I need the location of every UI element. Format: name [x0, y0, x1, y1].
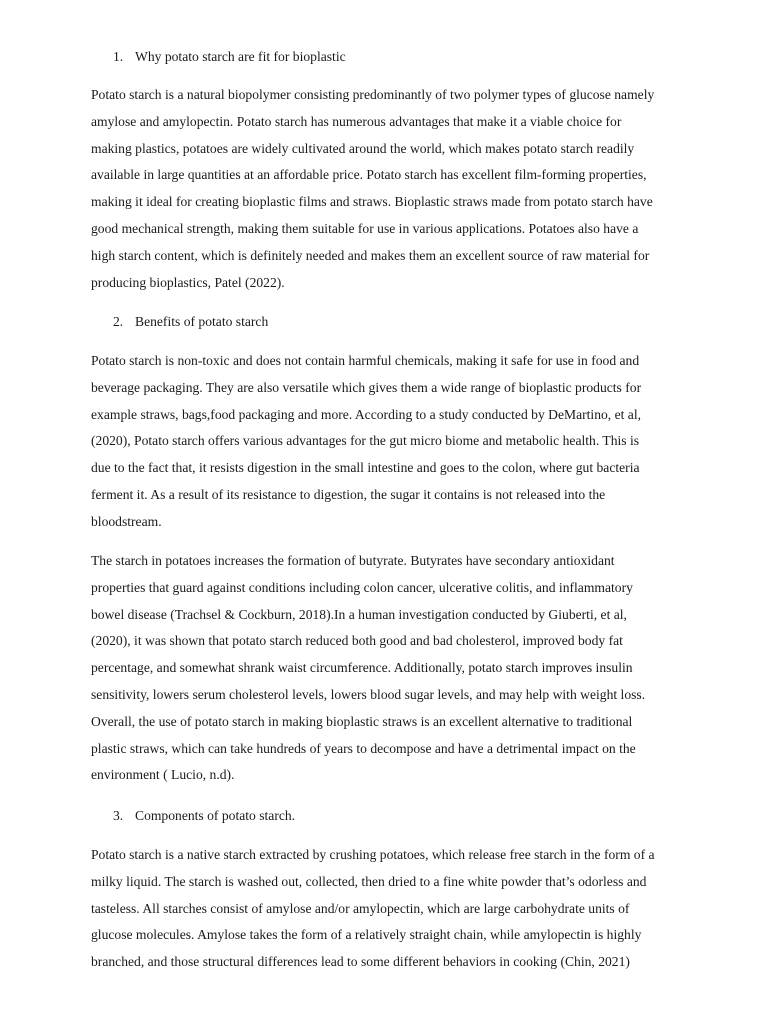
- paragraph-line: percentage, and somewhat shrank waist circumference. Additionally, potato starch improves insulin: [91, 660, 633, 676]
- paragraph-line: good mechanical strength, making them suitable for use in various applications. Potatoes also have a: [91, 220, 639, 236]
- paragraph-line: high starch content, which is definitely needed and makes them an excellent source of raw material for: [91, 247, 650, 263]
- section-2-heading: [113, 313, 268, 331]
- paragraph-line: (2020), Potato starch offers various advantages for the gut micro biome and metabolic health. This is: [91, 433, 640, 449]
- paragraph-line: Potato starch is a native starch extracted by crushing potatoes, which release free starch in the form of a: [91, 847, 655, 862]
- section-2-title: Benefits of potato starch: [135, 314, 269, 329]
- paragraph-line: due to the fact that, it resists digestion in the small intestine and goes to the colon, where gut bacteria: [91, 460, 640, 476]
- paragraph-line: beverage packaging. They are also versatile which gives them a wide range of bioplastic products for: [91, 379, 642, 395]
- section-1-title: Why potato starch are fit for bioplastic: [135, 49, 346, 64]
- paragraph-line: tasteless. All starches consist of amylose and/or amylopectin, which are large carbohydrate units of: [91, 900, 630, 916]
- paragraph-line: Potato starch is non-toxic and does not contain harmful chemicals, making it safe for use in food and: [91, 353, 640, 368]
- paragraph-line: amylose and amylopectin. Potato starch has numerous advantages that make it a viable choice for: [91, 113, 622, 129]
- paragraph-line: ferment it. As a result of its resistance to digestion, the sugar it contains is not released into the: [91, 486, 606, 502]
- section-3-number: 3.: [113, 808, 124, 823]
- paragraph-line: glucose molecules. Amylose takes the form of a relatively straight chain, while amylopectin is highly: [91, 927, 642, 943]
- section-2-number: 2.: [113, 314, 124, 329]
- paragraph-line: producing bioplastics, Patel (2022).: [91, 274, 285, 290]
- section-3-title: Components of potato starch.: [135, 808, 296, 823]
- paragraph-line: Overall, the use of potato starch in making bioplastic straws is an excellent alternative to traditional: [91, 713, 633, 729]
- paragraph-line: milky liquid. The starch is washed out, collected, then dried to a fine white powder that’s odorless and: [91, 873, 647, 889]
- section-2-paragraph-2: [91, 548, 731, 789]
- paragraph-line: Potato starch is a natural biopolymer consisting predominantly of two polymer types of glucose namely: [91, 87, 655, 102]
- paragraph-line: making plastics, potatoes are widely cultivated around the world, which makes potato starch readily: [91, 140, 635, 156]
- section-2-paragraph-1: [91, 348, 731, 536]
- paragraph-line: (2020), it was shown that potato starch reduced both good and bad cholesterol, improved body fat: [91, 633, 623, 649]
- paragraph-line: The starch in potatoes increases the formation of butyrate. Butyrates have secondary antioxidant: [91, 553, 615, 568]
- section-1-paragraph-1: [91, 82, 731, 296]
- paragraph-line: sensitivity, lowers serum cholesterol levels, lowers blood sugar levels, and may help with weight loss.: [91, 686, 646, 702]
- paragraph-line: plastic straws, which can take hundreds of years to decompose and have a detrimental impact on the: [91, 740, 636, 756]
- paragraph-line: example straws, bags,food packaging and more. According to a study conducted by DeMartino, et al,: [91, 406, 642, 422]
- paragraph-line: making it ideal for creating bioplastic films and straws. Bioplastic straws made from potato starch have: [91, 194, 653, 210]
- paragraph-line: properties that guard against conditions including colon cancer, ulcerative colitis, and inflammatory: [91, 579, 633, 595]
- paragraph-line: branched, and those structural differences lead to some different behaviors in cooking (Chin, 2021): [91, 954, 630, 970]
- section-3-heading: [113, 807, 295, 825]
- paragraph-line: bloodstream.: [91, 513, 162, 529]
- paragraph-line: bowel disease (Trachsel & Cockburn, 2018).In a human investigation conducted by Giuberti, et al,: [91, 606, 627, 622]
- section-3-paragraph-1: [91, 842, 731, 976]
- section-1-heading: [113, 48, 346, 66]
- section-1-number: 1.: [113, 49, 124, 64]
- paragraph-line: available in large quantities at an affordable price. Potato starch has excellent film-forming properties,: [91, 167, 647, 183]
- paragraph-line: environment ( Lucio, n.d).: [91, 767, 235, 783]
